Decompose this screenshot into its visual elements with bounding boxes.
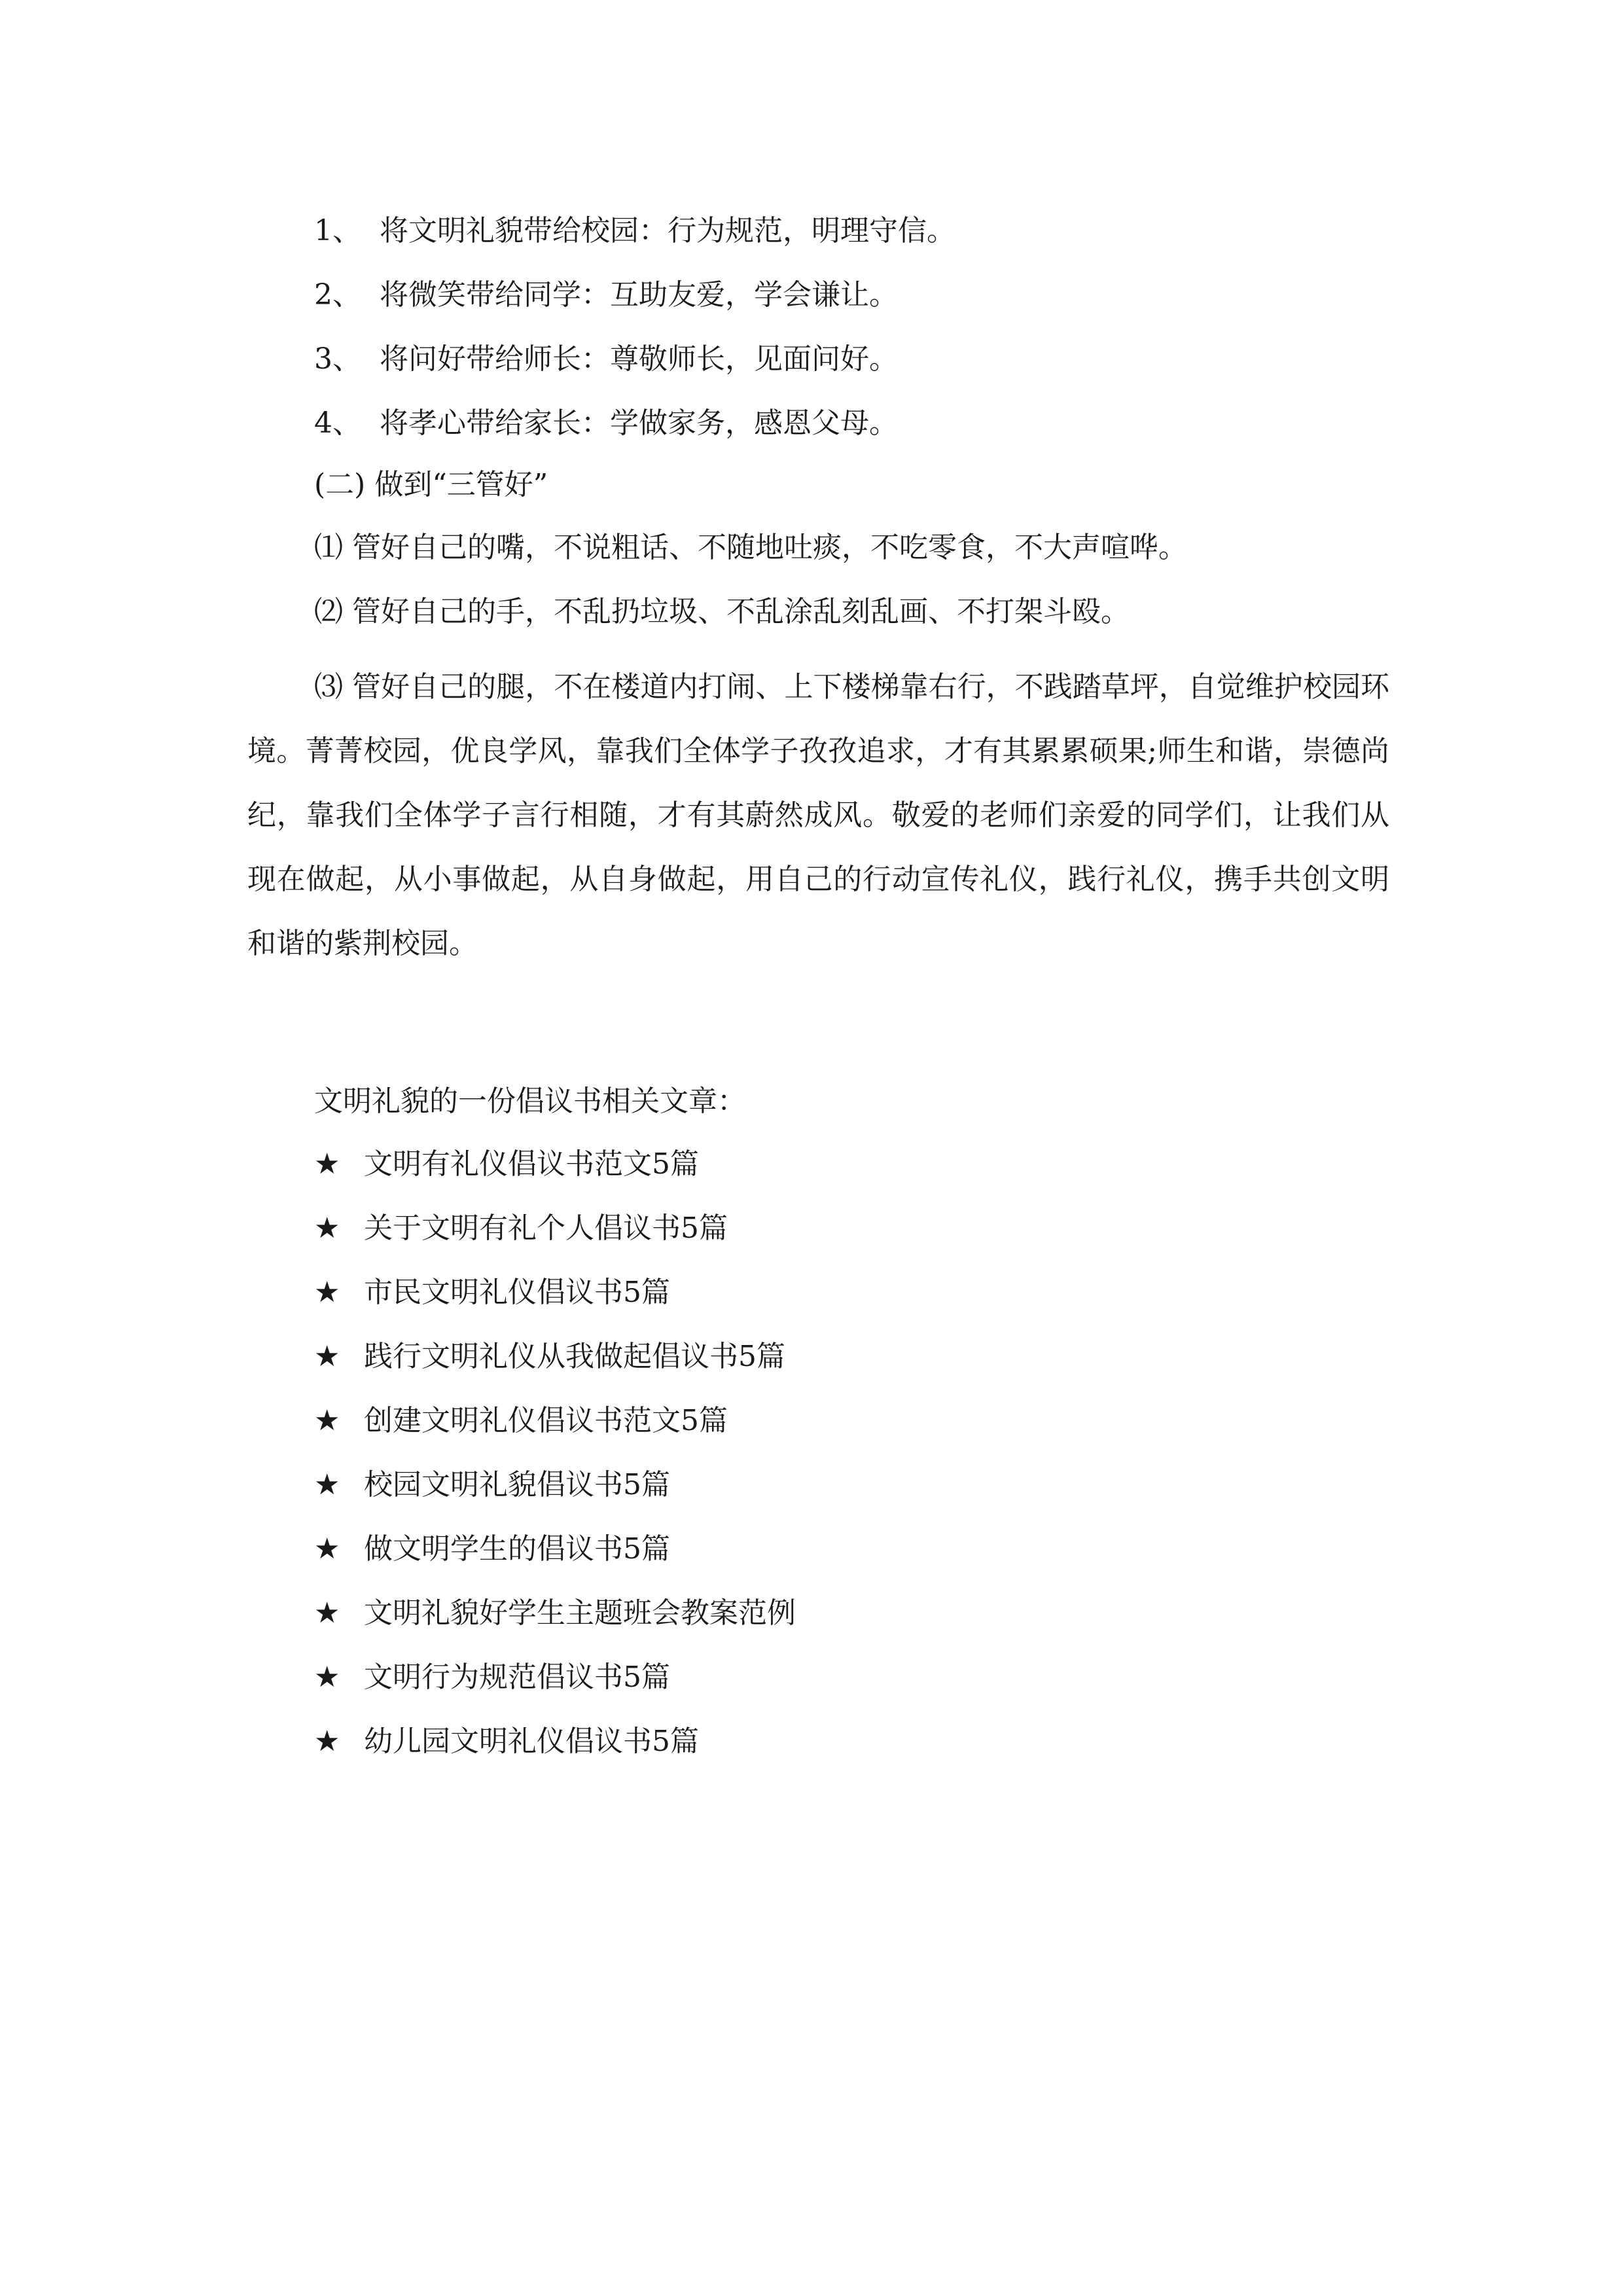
related-article-link[interactable] [314,1404,728,1437]
list-item-4 [314,406,898,440]
closing-paragraph: ⑶ 管好自己的腿，不在楼道内打闹、上下楼梯靠右行，不践踏草坪，自觉维护校园环境。菁菁校园，优良学风，靠我们全体学子孜孜追求，才有其累累硕果;师生和谐，崇德尚纪，靠我们全体学子言行相随，才有其蔚然成风。敬爱的老师们亲爱的同学们，让我们从现在做起，从小事做起，从自身做起，用自己的行动宣传礼仪，践行礼仪，携手共创文明和谐的紫荆校园。 [247,670,1389,960]
rule-item-1: ⑴ 管好自己的嘴，不说粗话、不随地吐痰，不吃零食，不大声喧哗。 [314,531,1187,564]
star-icon: ★ [314,1340,340,1373]
article-title[interactable]: 校园文明礼貌倡议书5篇 [364,1468,670,1501]
related-article-link[interactable] [314,1727,699,1756]
related-article-link[interactable] [314,1147,699,1181]
article-title[interactable]: 幼儿园文明礼仪倡议书5篇 [364,1725,699,1758]
star-icon: ★ [314,1596,340,1630]
article-title[interactable]: 践行文明礼仪从我做起倡议书5篇 [364,1340,785,1373]
list-text: 将文明礼貌带给校园：行为规范，明理守信。 [380,214,955,247]
list-item-1 [314,214,955,247]
related-article-link[interactable] [314,1278,670,1307]
list-text: 将孝心带给家长：学做家务，感恩父母。 [380,406,898,440]
article-title[interactable]: 市民文明礼仪倡议书5篇 [364,1276,670,1309]
star-icon: ★ [314,1404,340,1437]
star-icon: ★ [314,1211,340,1245]
list-text: 将微笑带给同学：互助友爱，学会谦让。 [380,278,898,312]
article-title[interactable]: 文明行为规范倡议书5篇 [364,1660,670,1694]
list-item-2 [314,278,898,312]
related-article-link[interactable] [314,1596,796,1630]
list-text: 将问好带给师长：尊敬师长，见面问好。 [380,342,898,376]
related-article-link[interactable] [314,1532,670,1566]
article-title[interactable]: 创建文明礼仪倡议书范文5篇 [364,1404,728,1437]
rule-item-2: ⑵ 管好自己的手，不乱扔垃圾、不乱涂乱刻乱画、不打架斗殴。 [314,595,1130,628]
star-icon: ★ [314,1725,340,1758]
star-icon: ★ [314,1147,340,1181]
list-number: 2、 [314,278,361,312]
related-article-link[interactable] [314,1660,670,1694]
star-icon: ★ [314,1532,340,1566]
article-title[interactable]: 关于文明有礼个人倡议书5篇 [364,1211,728,1245]
star-icon: ★ [314,1276,340,1309]
related-article-link[interactable] [314,1211,728,1245]
related-article-link[interactable] [314,1468,670,1501]
list-number: 4、 [314,406,361,440]
list-item-3 [314,342,898,376]
article-title[interactable]: 文明礼貌好学生主题班会教案范例 [364,1596,796,1630]
star-icon: ★ [314,1468,340,1501]
related-article-link[interactable] [314,1342,785,1371]
article-title[interactable]: 文明有礼仪倡议书范文5篇 [364,1147,699,1181]
list-number: 1、 [314,214,361,247]
section-heading: (二) 做到“三管好” [314,468,548,501]
article-title[interactable]: 做文明学生的倡议书5篇 [364,1532,670,1566]
related-heading: 文明礼貌的一份倡议书相关文章： [314,1085,746,1118]
star-icon: ★ [314,1660,340,1694]
list-number: 3、 [314,342,361,376]
